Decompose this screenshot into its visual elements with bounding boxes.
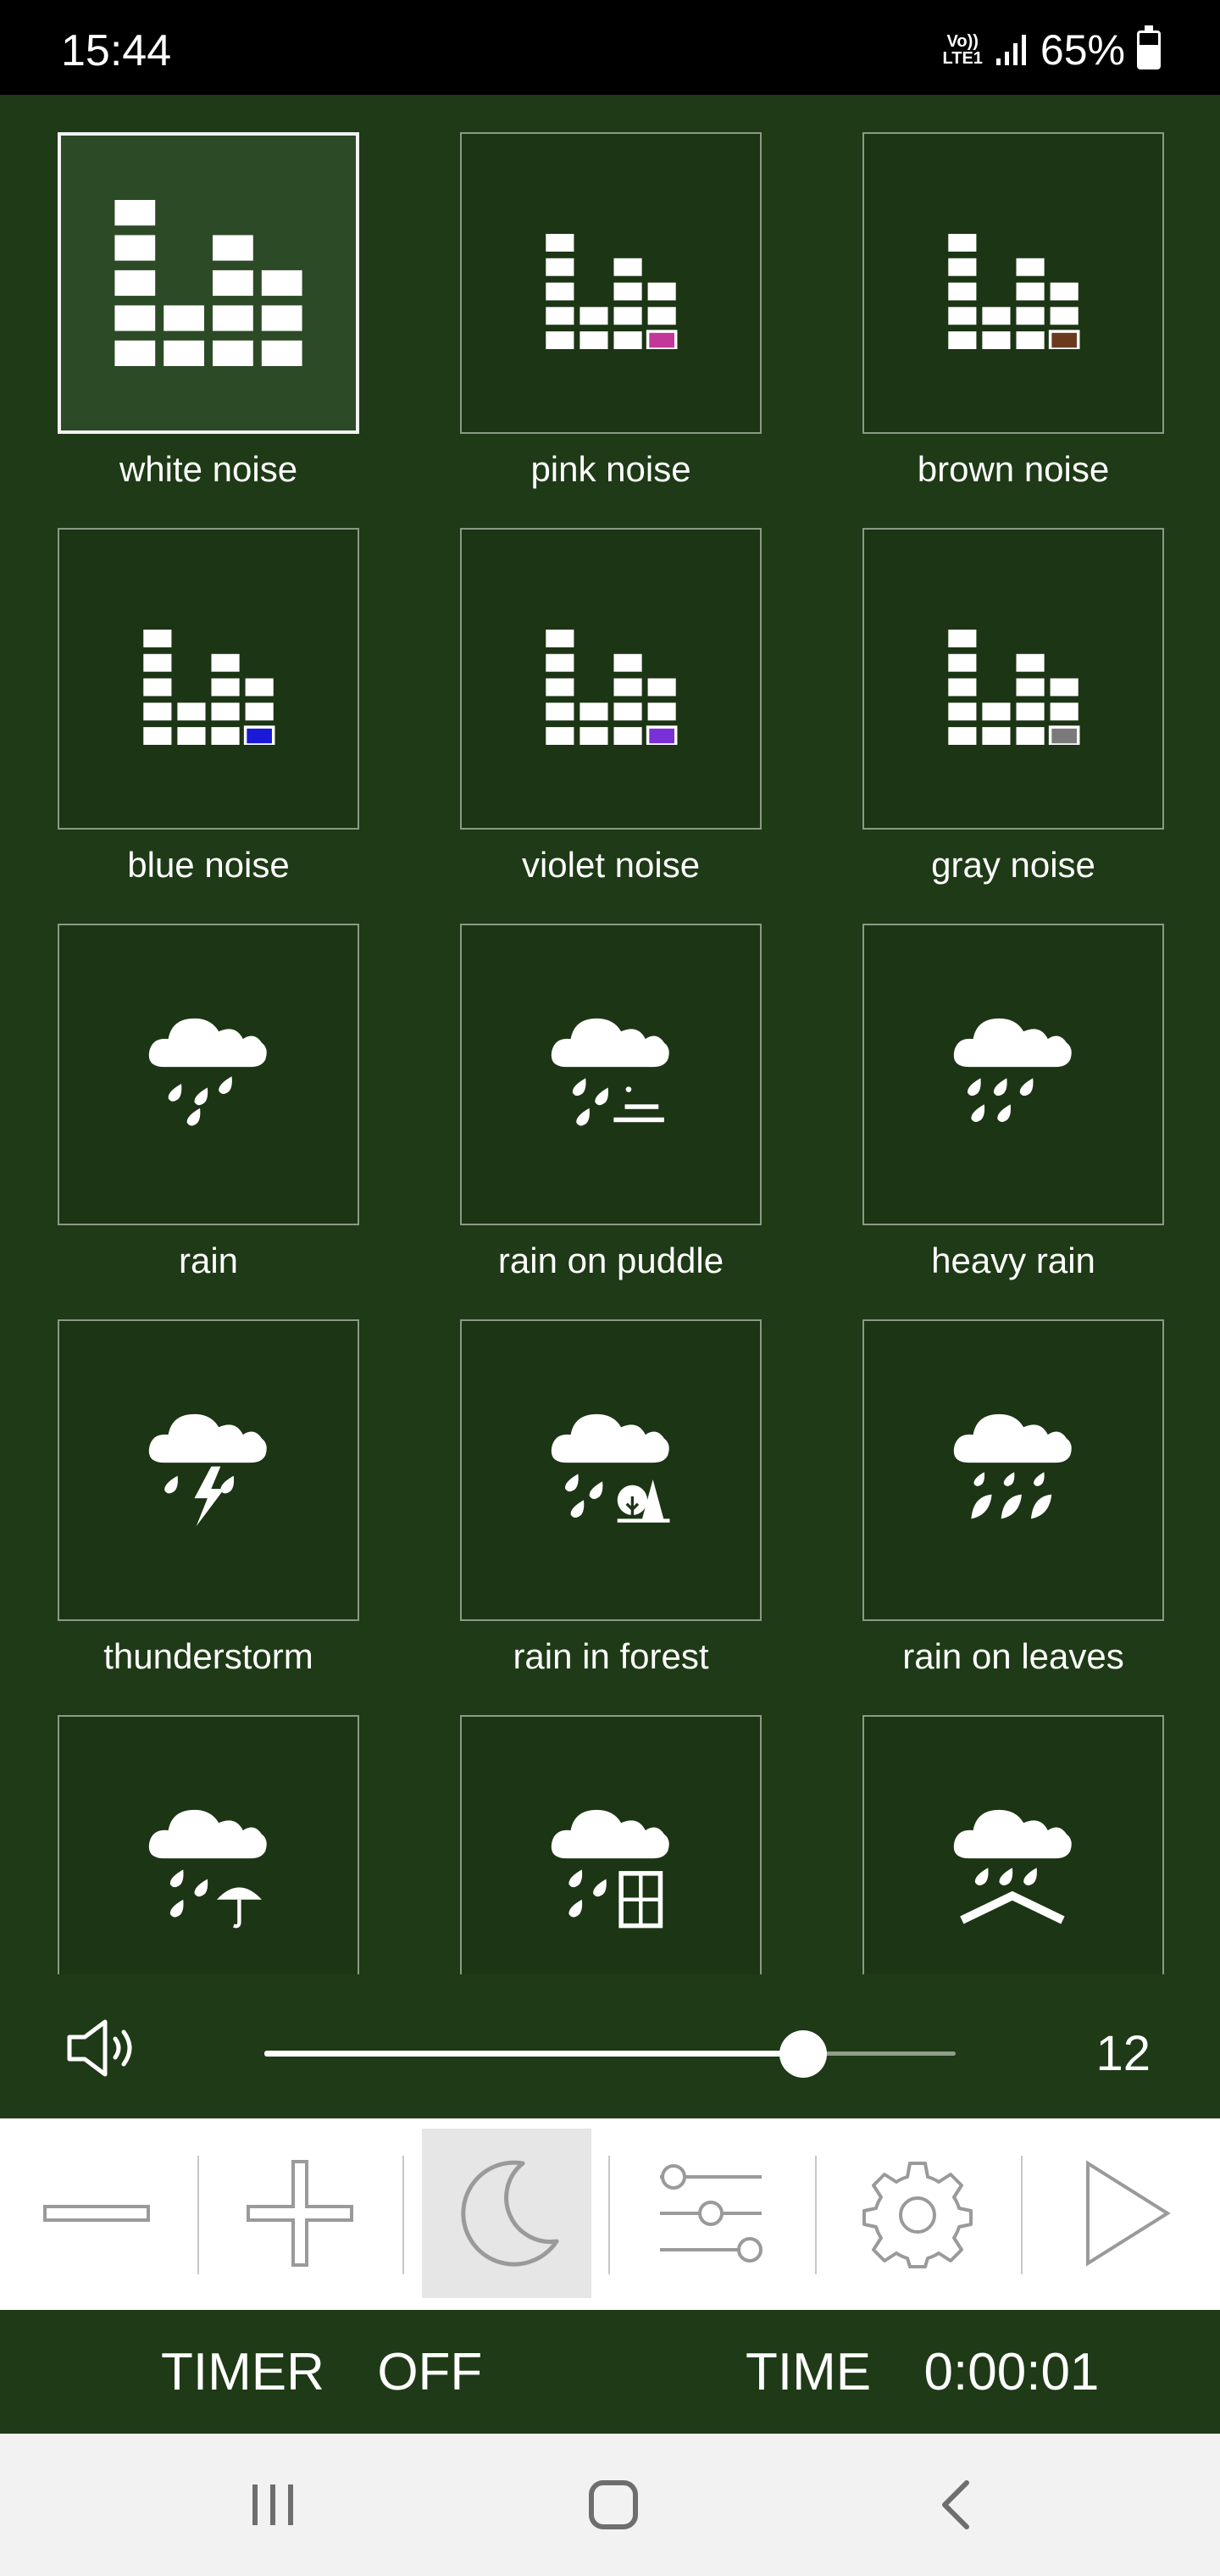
bars-icon [111,200,306,366]
sound-tile[interactable] [862,1319,1164,1621]
increase-button[interactable] [215,2129,385,2298]
rain-window-icon [543,1802,679,1929]
home-button[interactable] [571,2462,656,2547]
heavy-rain-icon [946,1011,1081,1138]
sound-tile[interactable] [58,528,359,830]
bars-icon [141,630,276,745]
sound-label: brown noise [917,449,1110,489]
sound-tile[interactable] [862,132,1164,434]
sleep-timer-button[interactable] [422,2129,591,2298]
home-icon [586,2478,640,2532]
sound-label: pink noise [530,449,691,489]
rain-forest-icon [543,1407,679,1534]
sound-label: gray noise [931,845,1095,885]
toolbar [0,2118,1220,2310]
sound-tile[interactable] [58,1715,359,1974]
speaker-icon [66,2018,139,2078]
bars-icon [543,630,679,745]
rain-leaves-icon [946,1407,1081,1534]
gear-icon [862,2158,973,2268]
sound-label: blue noise [127,845,290,885]
thunderstorm-icon [141,1407,276,1534]
navigation-bar [0,2434,1220,2576]
sound-tile[interactable] [460,1715,762,1974]
sound-label: rain on leaves [902,1636,1124,1676]
sliders-icon [657,2158,767,2268]
rain-cloud-icon [141,1011,276,1138]
sound-tile[interactable] [460,132,762,434]
bars-icon [946,630,1081,745]
sound-tile[interactable] [862,528,1164,830]
battery-fill [1140,45,1158,67]
toolbar-divider [815,2156,817,2274]
sound-label: violet noise [521,845,701,885]
toolbar-divider [402,2156,404,2274]
timer-status: TIMER OFF [161,2343,483,2401]
sound-label: rain [178,1241,239,1280]
sound-label: rain on puddle [497,1241,724,1280]
mixer-button[interactable] [627,2129,796,2298]
sound-tile[interactable] [58,1319,359,1621]
sound-tile[interactable] [460,924,762,1225]
sound-tile[interactable] [862,1715,1164,1974]
play-button[interactable] [1039,2129,1208,2298]
network-label: LTE1 [942,49,983,68]
sound-tile[interactable] [58,924,359,1225]
rain-umbrella-icon [141,1802,276,1929]
settings-button[interactable] [833,2129,1002,2298]
play-icon [1073,2158,1174,2268]
sound-label: rain in forest [513,1636,709,1676]
status-time: 15:44 [61,26,172,75]
minus-icon [42,2196,152,2230]
battery-percent: 65% [1040,26,1125,74]
status-bar [0,0,1220,95]
sound-label: heavy rain [931,1241,1095,1280]
volume-bar [0,1974,1220,2118]
rain-puddle-icon [543,1011,679,1138]
moon-icon [452,2158,562,2268]
sound-tile[interactable] [460,528,762,830]
volume-slider[interactable] [264,2029,956,2079]
back-icon [934,2478,977,2532]
volte-label: Vo)) [946,32,979,51]
sound-tile[interactable] [862,924,1164,1225]
recent-apps-icon [247,2481,298,2529]
back-button[interactable] [913,2462,998,2547]
sound-tile[interactable] [58,132,359,434]
volume-track-fill [264,2051,803,2057]
volume-value: 12 [1095,2026,1151,2081]
toolbar-divider [608,2156,610,2274]
battery-icon [1137,31,1161,69]
decrease-button[interactable] [12,2129,181,2298]
toolbar-divider [1021,2156,1023,2274]
sound-label: thunderstorm [103,1636,313,1676]
timer-bar [0,2310,1220,2434]
sound-tile[interactable] [460,1319,762,1621]
recent-apps-button[interactable] [230,2462,315,2547]
bars-icon [543,234,679,349]
plus-icon [245,2158,355,2268]
rain-roof-icon [946,1802,1081,1929]
status-right [943,25,1162,75]
sound-label: white noise [119,449,298,489]
sound-grid [0,95,1220,1974]
toolbar-divider [197,2156,199,2274]
signal-icon [995,33,1029,67]
elapsed-time: TIME 0:00:01 [746,2343,1100,2401]
bars-icon [946,234,1081,349]
volte-indicator [943,33,983,67]
volume-thumb[interactable] [779,2030,827,2078]
